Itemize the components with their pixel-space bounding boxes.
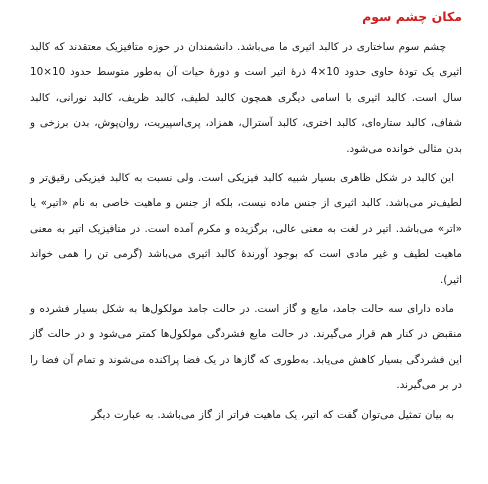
paragraph-1: چشم سوم ساختاری در کالبد اثیری ما می‌باشد. دانشمندان در حوزه متافیزیک معتقدند که کالبد اثیری یک تودهٔ حاوی حدود 10×4 ذرهٔ اتیر است و دورهٔ حیات آن به‌طور متوسط حدود 10×10 سال است. کالبد اثیری با اسامی دیگری همچون کالبد لطیف، کالبد ظریف، کالبد نورانی، کالبد شفاف، کالبد ستاره‌ای، کالبد اختری، کالبد آسترال، همزاد، پری‌اسپیریت، روان‌پوش، بدن برزخی و بدن مثالی خوانده می‌شود. bbox=[30, 41, 462, 155]
paragraph-2: این کالبد در شکل ظاهری بسیار شبیه کالبد فیزیکی است. ولی نسبت به کالبد فیزیکی رقیق‌تر و لطیف‌تر می‌باشد. کالبد اثیری از جنس ماده نیست، بلکه از جنس و ماهیت خاصی به نام «اتیر» یا «اتر» می‌باشد. اتیر در لغت به معنی عالی، برگزیده و مکرم آمده است. در متافیزیک اتیر به معنی ماهیت لطیف و غیر مادی است که بوجود آورندهٔ کالبد اثیری می‌باشد (گرمی تن را همی خواند اثیر). bbox=[30, 172, 462, 286]
paragraph-3: ماده دارای سه حالت جامد، مایع و گاز است. در حالت جامد مولکول‌ها به شکل بسیار فشرده و منقبض در کنار هم قرار می‌گیرند. در حالت مایع فشردگی مولکول‌ها کمتر می‌شود و در حالت گاز این فشردگی بسیار کاهش می‌یابد. به‌طوری که گازها در یک فضا پراکنده می‌شوند و تمام آن فضا را در بر می‌گیرند. bbox=[30, 303, 462, 392]
document-page bbox=[30, 8, 462, 432]
section-title: مکان چشم سوم bbox=[362, 9, 462, 24]
paragraph-4: به بیان تمثیل می‌توان گفت که اتیر، یک ماهیت فراتر از گاز می‌باشد. به عبارت دیگر bbox=[91, 408, 454, 421]
